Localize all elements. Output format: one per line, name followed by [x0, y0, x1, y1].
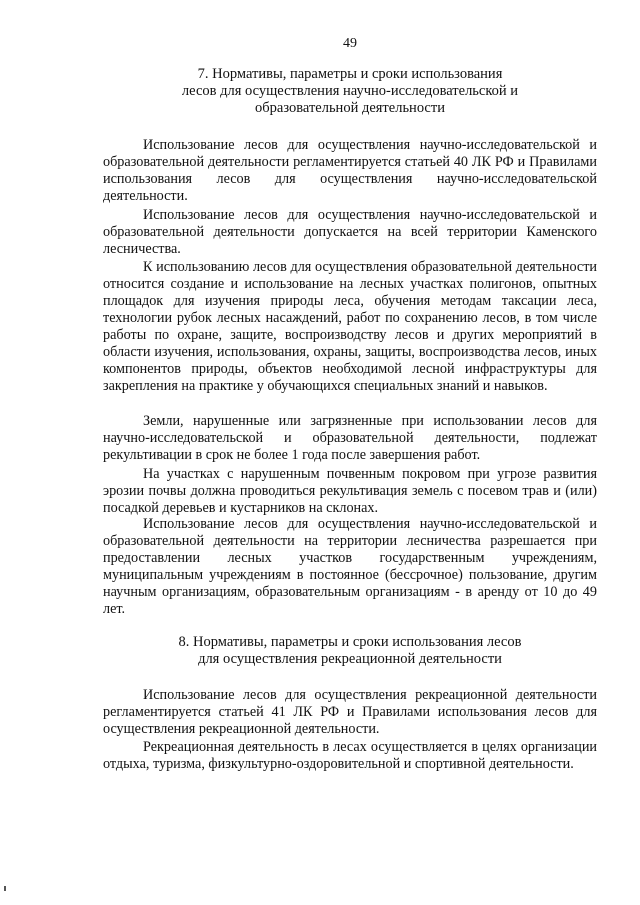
section-7-heading	[100, 66, 600, 117]
section-8-heading-line: 8. Нормативы, параметры и сроки использования лесов	[178, 634, 522, 650]
section-7-heading-line: образовательной деятельности	[255, 100, 445, 116]
section-7-paragraph: На участках с нарушенным почвенным покровом при угрозе развития эрозии почвы должна проводиться рекультивация земель с посевом трав и (или) посадкой деревьев и кустарников на склонах.	[103, 466, 597, 516]
section-7-paragraph: Использование лесов для осуществления научно-исследовательской и образовательной деятельности на территории лесничества разрешается при предоставлении лесных участков государственным учреждениям, муниципальным учреждениям в постоянное (бессрочное) пользование, другим научным организациям, образовательным организациям - в аренду от 10 до 49 лет.	[103, 516, 597, 617]
section-7-paragraph: Земли, нарушенные или загрязненные при использовании лесов для научно-исследовательской и образовательной деятельности, подлежат рекультивации в срок не более 1 года после завершения работ.	[103, 413, 597, 463]
section-7-paragraph: Использование лесов для осуществления научно-исследовательской и образовательной деятельности допускается на всей территории Каменского лесничества.	[103, 207, 597, 257]
section-7-heading-line: 7. Нормативы, параметры и сроки использования	[197, 66, 503, 82]
section-7-heading-line: лесов для осуществления научно-исследовательской и	[181, 83, 519, 99]
section-7-paragraph: Использование лесов для осуществления научно-исследовательской и образовательной деятельности регламентируется статьей 40 ЛК РФ и Правилами использования лесов для осуществления научно-исследовательской деятельности.	[103, 137, 597, 204]
page-number: 49	[343, 36, 357, 51]
section-8-heading	[100, 634, 600, 668]
section-8-paragraph: Использование лесов для осуществления рекреационной деятельности регламентируется статьей 41 ЛК РФ и Правилами использования лесов для осуществления рекреационной деятельности.	[103, 687, 597, 737]
section-7-paragraph: К использованию лесов для осуществления образовательной деятельности относится создание и использование на лесных участках полигонов, опытных площадок для изучения природы леса, обучения методам таксации леса, технологии рубок лесных насаждений, работ по сохранению лесов, в том числе работы по охране, защите, воспроизводству лесов и других мероприятий в области изучения, использования, охраны, защиты, воспроизводства лесов, иных компонентов природы, объектов необходимой лесной инфраструктуры для закрепления на практике у обучающихся специальных знаний и навыков.	[103, 259, 597, 394]
section-8-heading-line: для осуществления рекреационной деятельности	[198, 651, 502, 667]
section-8-paragraph: Рекреационная деятельность в лесах осуществляется в целях организации отдыха, туризма, физкультурно-оздоровительной и спортивной деятельности.	[103, 739, 597, 772]
scan-margin-mark	[4, 886, 6, 891]
